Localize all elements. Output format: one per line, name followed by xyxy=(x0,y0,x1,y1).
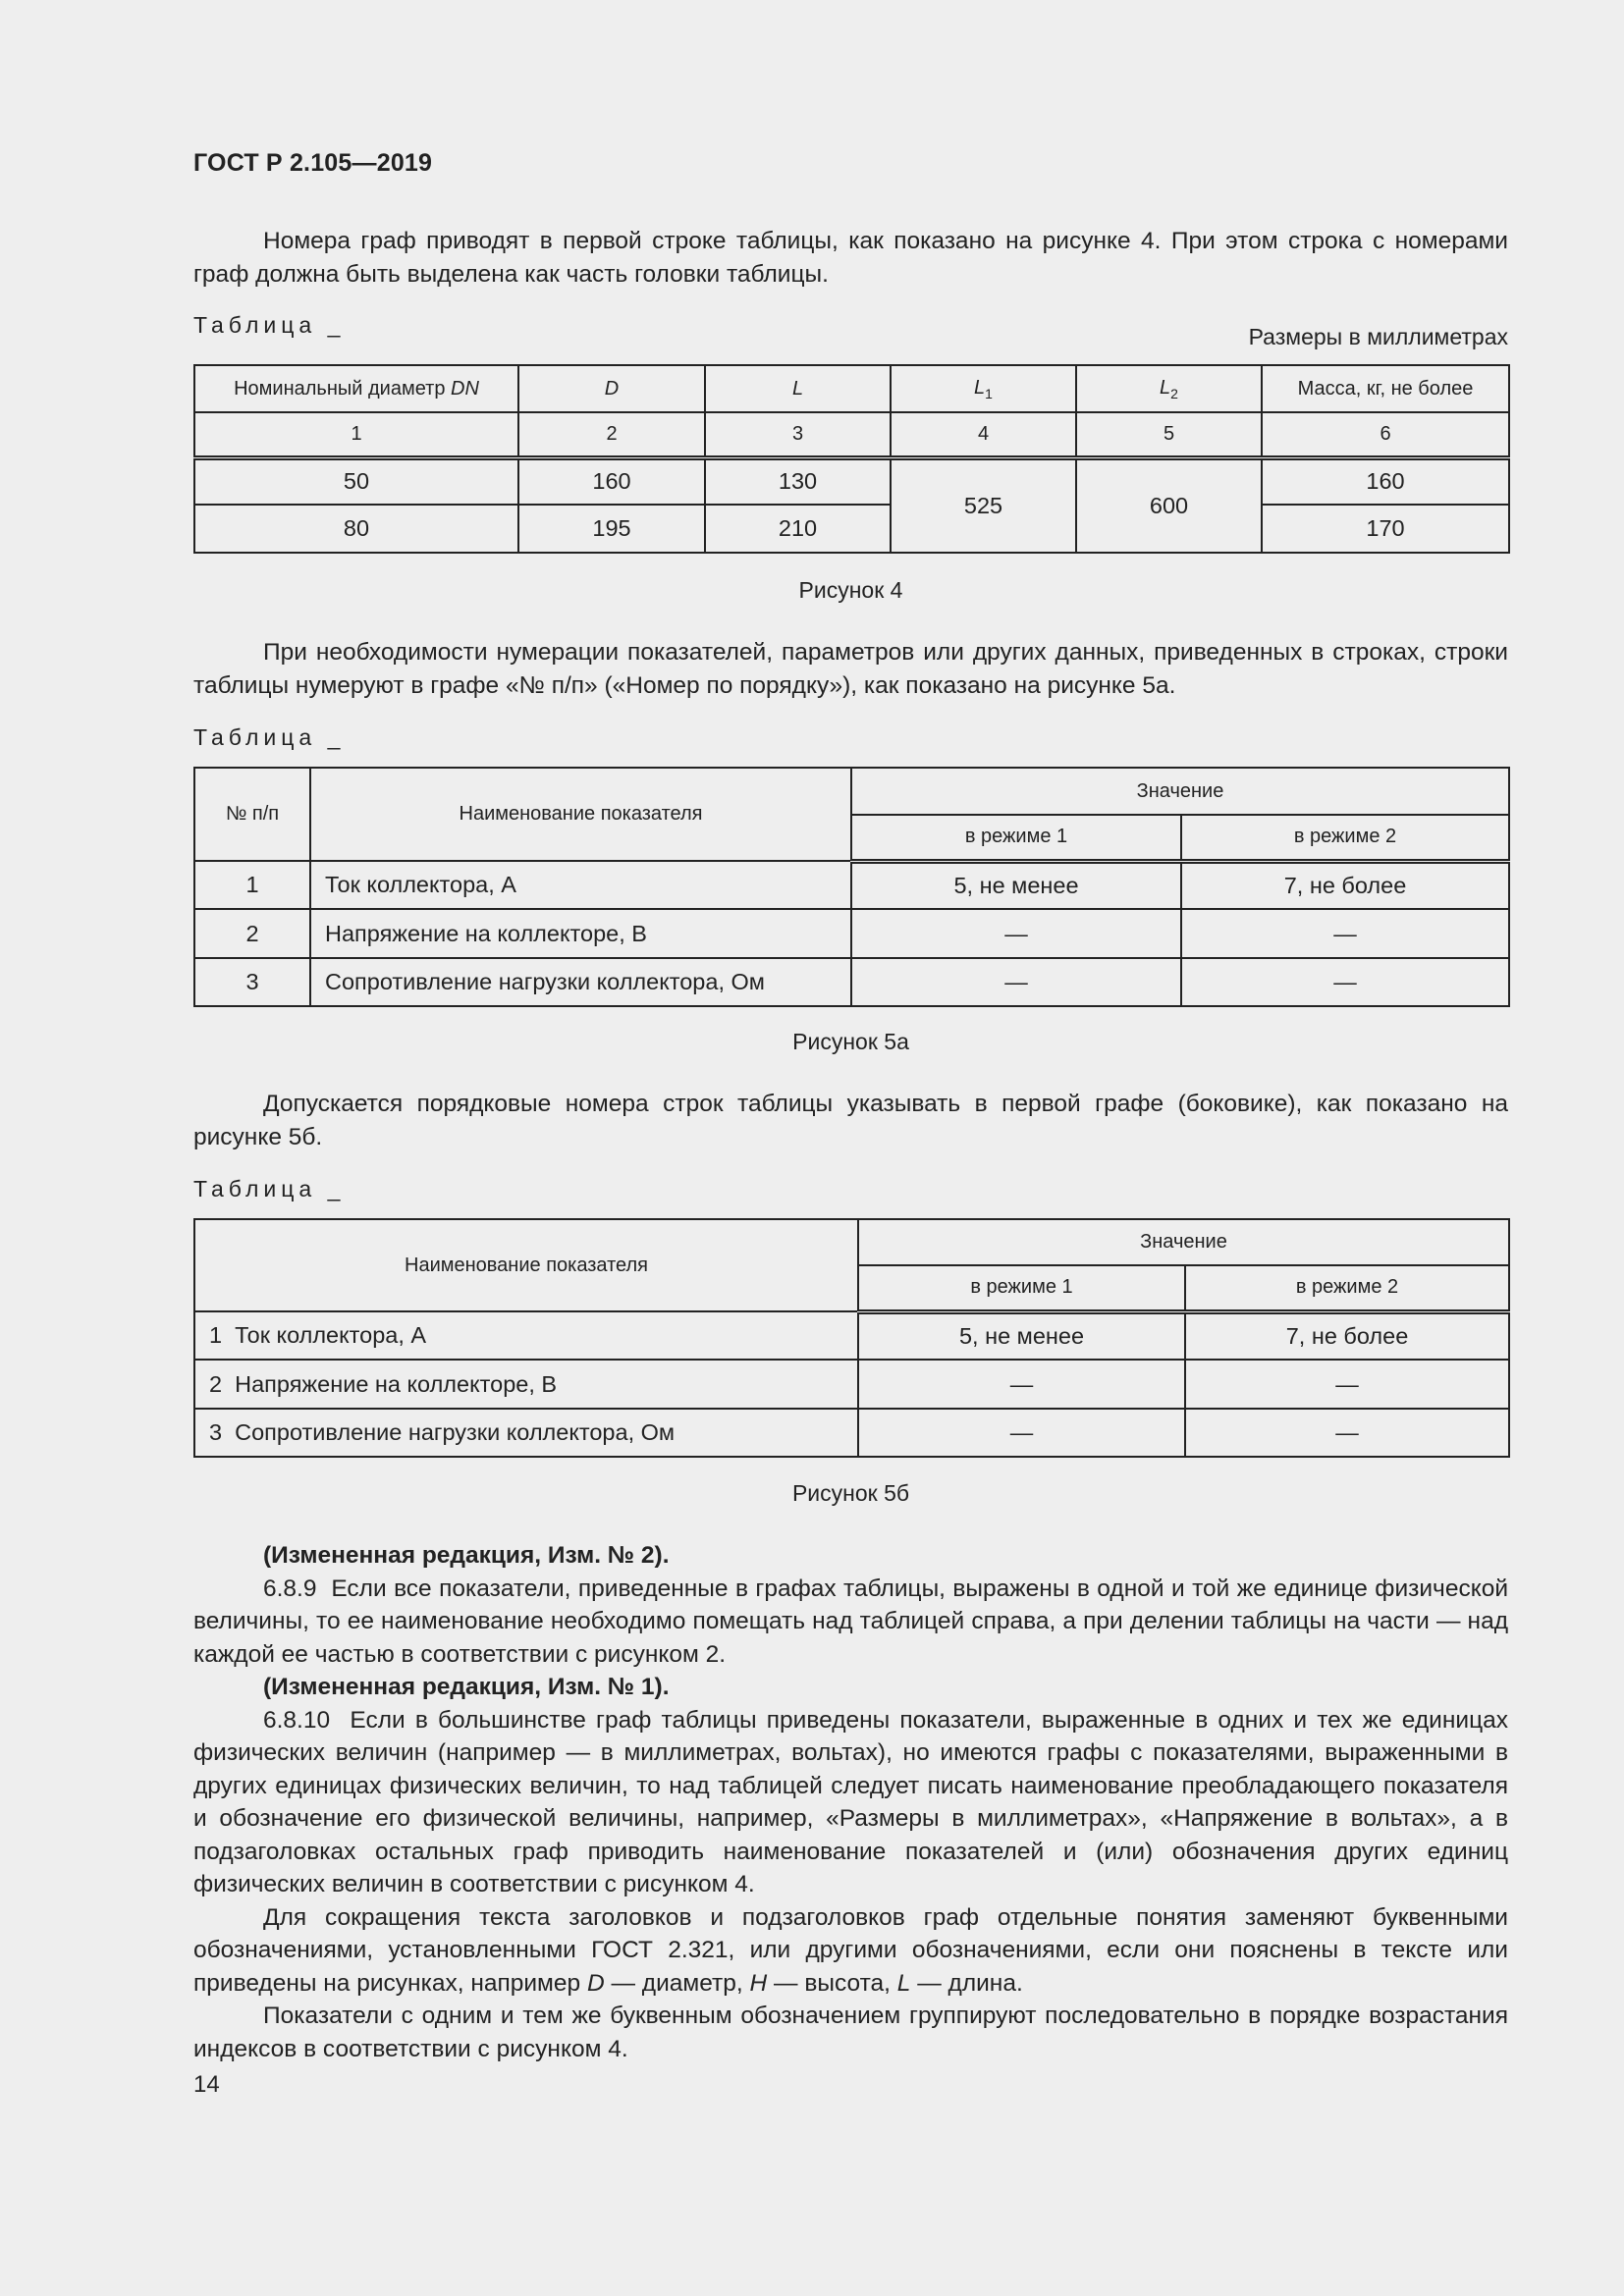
table-cell: 160 xyxy=(518,457,705,505)
table-row xyxy=(194,1360,1509,1409)
paragraph-3 xyxy=(193,1088,1508,1153)
table-cell: 5, не менее xyxy=(858,1311,1185,1360)
document-header: ГОСТ Р 2.105—2019 xyxy=(193,149,433,177)
table-cell: 1 xyxy=(194,861,310,909)
table-cell: 160 xyxy=(1262,457,1509,505)
col-number: 4 xyxy=(891,412,1076,457)
intro-paragraph xyxy=(193,225,1508,291)
table1-header-l: L xyxy=(705,365,891,412)
table-cell: 170 xyxy=(1262,505,1509,553)
table-cell-merged: 525 xyxy=(891,457,1076,553)
table-cell: — xyxy=(1181,958,1509,1006)
table3-header-row xyxy=(194,1219,1509,1265)
table-row xyxy=(194,861,1509,909)
table-cell: — xyxy=(851,909,1181,958)
table-cell: — xyxy=(1185,1409,1509,1457)
figure-caption: Рисунок 4 xyxy=(798,577,903,603)
table-cell: — xyxy=(1181,909,1509,958)
col-number: 1 xyxy=(194,412,518,457)
amendment-note-2: (Измененная редакция, Изм. № 2). xyxy=(263,1542,670,1569)
table-cell: 50 xyxy=(194,457,518,505)
header-mode2: в режиме 2 xyxy=(1181,815,1509,861)
table-cell: 3 Сопротивление нагрузки коллектора, Ом xyxy=(194,1409,858,1457)
table2-header-row xyxy=(194,768,1509,815)
table1 xyxy=(193,364,1510,554)
paragraph-text: При необходимости нумерации показателей, параметров или других данных, приведенных в строках, строки таблицы нумеруют в графе «№ п/п» («Номер по порядку»), как показано на рисунке 5а. xyxy=(193,639,1508,699)
table1-header-l1: $L_1$ xyxy=(891,365,1076,412)
amendment-note-1: (Измененная редакция, Изм. № 1). xyxy=(263,1674,670,1700)
table2-label: Таблица _ xyxy=(193,724,346,750)
table-row xyxy=(194,457,1509,505)
table-cell: 80 xyxy=(194,505,518,553)
page-number: 14 xyxy=(193,2071,220,2098)
table3 xyxy=(193,1218,1510,1458)
table-cell: 7, не более xyxy=(1185,1311,1509,1360)
table1-header-row xyxy=(194,365,1509,412)
header-mode1: в режиме 1 xyxy=(851,815,1181,861)
table1-header-mass: Масса, кг, не более xyxy=(1262,365,1509,412)
table-row xyxy=(194,958,1509,1006)
col-number: 2 xyxy=(518,412,705,457)
table-cell: 210 xyxy=(705,505,891,553)
col-number: 6 xyxy=(1262,412,1509,457)
table1-units: Размеры в миллиметрах xyxy=(1248,324,1508,349)
table-cell: 195 xyxy=(518,505,705,553)
table1-column-numbers-row xyxy=(194,412,1509,457)
table-cell: Напряжение на коллекторе, В xyxy=(310,909,851,958)
table1-header-l2: $L_2$ xyxy=(1076,365,1262,412)
table-cell: Ток коллектора, А xyxy=(310,861,851,909)
table-cell: — xyxy=(858,1360,1185,1409)
table-cell: — xyxy=(1185,1360,1509,1409)
table-cell: 1 Ток коллектора, А xyxy=(194,1311,858,1360)
paragraph-text: Допускается порядковые номера строк таблицы указывать в первой графе (боковике), как показано на рисунке 5б. xyxy=(193,1091,1508,1150)
abbreviation-paragraph: Для сокращения текста заголовков и подзаголовков граф отдельные понятия заменяют буквенными обозначениями, установленными ГОСТ 2.321, или другими обозначениями, если они пояснены в тексте или приведены на рисунках, например D — диаметр, H — высота, L — длина. xyxy=(193,1903,1508,1997)
table-cell: 130 xyxy=(705,457,891,505)
figure-caption: Рисунок 5а xyxy=(792,1029,909,1054)
header-mode2: в режиме 2 xyxy=(1185,1265,1509,1311)
table3-label: Таблица _ xyxy=(193,1176,346,1201)
table-row xyxy=(194,1409,1509,1457)
clause-6-8-10: 6.8.10 Если в большинстве граф таблицы приведены показатели, выраженные в одних и тех же единицах физических величин (например — в миллиметрах, вольтах), но имеются графы с показателями, выраженными в других единицах физических величин, то над таблицей следует писать наименование преобладающего показателя и обозначение его физической величины, например, «Размеры в миллиметрах», «Напряжение в вольтах», а в подзаголовках остальных граф приводить наименование показателей и (или) обозначения других единиц физических величин в соответствии с рисунком 4. xyxy=(193,1706,1515,1897)
col-number: 5 xyxy=(1076,412,1262,457)
table-row xyxy=(194,1311,1509,1360)
header-mode1: в режиме 1 xyxy=(858,1265,1185,1311)
header-name: Наименование показателя xyxy=(194,1219,858,1311)
table-cell: 3 xyxy=(194,958,310,1006)
table2 xyxy=(193,767,1510,1007)
header-num: № п/п xyxy=(194,768,310,861)
paragraph-2 xyxy=(193,636,1508,702)
table-cell: 2 Напряжение на коллекторе, В xyxy=(194,1360,858,1409)
body-text xyxy=(193,1539,1515,2065)
col-number: 3 xyxy=(705,412,891,457)
table-cell: Сопротивление нагрузки коллектора, Ом xyxy=(310,958,851,1006)
intro-text: Номера граф приводят в первой строке таблицы, как показано на рисунке 4. При этом строка с номерами граф должна быть выделена как часть головки таблицы. xyxy=(193,228,1508,288)
header-value: Значение xyxy=(851,768,1509,815)
table-cell: 2 xyxy=(194,909,310,958)
table-cell: 7, не более xyxy=(1181,861,1509,909)
table-cell: 5, не менее xyxy=(851,861,1181,909)
table1-label: Таблица _ xyxy=(193,312,346,338)
clause-6-8-9: 6.8.9 Если все показатели, приведенные в графах таблицы, выражены в одной и той же единице физической величины, то ее наименование необходимо помещать над таблицей справа, а при делении таблицы на части — над каждой ее частью в соответствии с рисунком 2. xyxy=(193,1575,1515,1668)
table-row xyxy=(194,909,1509,958)
table-row xyxy=(194,505,1509,553)
table1-header-dn: Номинальный диаметр DN xyxy=(194,365,518,412)
header-name: Наименование показателя xyxy=(310,768,851,861)
figure-caption: Рисунок 5б xyxy=(791,1480,910,1506)
table1-header-d: D xyxy=(518,365,705,412)
table-cell-merged: 600 xyxy=(1076,457,1262,553)
table-cell: — xyxy=(858,1409,1185,1457)
grouping-paragraph: Показатели с одним и тем же буквенным обозначением группируют последовательно в порядке возрастания индексов в соответствии с рисунком 4. xyxy=(193,2002,1508,2062)
table-cell: — xyxy=(851,958,1181,1006)
header-value: Значение xyxy=(858,1219,1509,1265)
